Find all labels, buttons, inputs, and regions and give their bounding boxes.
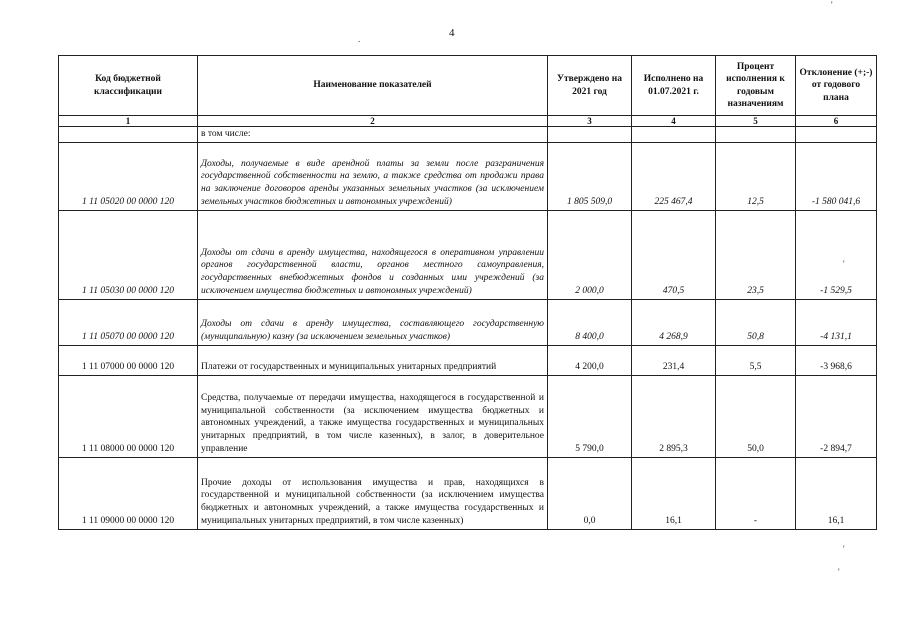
row-name: Платежи от государственных и муниципальных унитарных предприятий bbox=[198, 345, 548, 375]
header-approved: Утверждено на 2021 год bbox=[548, 56, 632, 116]
row-approved: 2 000,0 bbox=[548, 210, 632, 299]
scan-speck: ' bbox=[831, 0, 833, 10]
column-number: 5 bbox=[716, 116, 796, 127]
column-number: 6 bbox=[796, 116, 877, 127]
row-code: 1 11 05020 00 0000 120 bbox=[59, 142, 198, 210]
row-deviation: -2 894,7 bbox=[796, 375, 877, 457]
row-deviation: -1 580 041,6 bbox=[796, 142, 877, 210]
scan-speck: ' bbox=[843, 544, 845, 554]
row-percent: 23,5 bbox=[716, 210, 796, 299]
column-number: 4 bbox=[632, 116, 716, 127]
row-code: 1 11 07000 00 0000 120 bbox=[59, 345, 198, 375]
row-deviation: -4 131,1 bbox=[796, 299, 877, 345]
row-name: Доходы от сдачи в аренду имущества, составляющего государственную (муниципальную) казну (за исключением земельных участков) bbox=[198, 299, 548, 345]
header-deviation: Отклонение (+;-) от годового плана bbox=[796, 56, 877, 116]
row-approved: 4 200,0 bbox=[548, 345, 632, 375]
row-approved: 8 400,0 bbox=[548, 299, 632, 345]
row-code: 1 11 05030 00 0000 120 bbox=[59, 210, 198, 299]
row-executed: 16,1 bbox=[632, 457, 716, 529]
row-percent: 5,5 bbox=[716, 345, 796, 375]
row-name: Прочие доходы от использования имущества и прав, находящихся в государственной и муниципальной собственности (за исключением имущества бюджетных и автономных учреждений, а также имущества государственных и муниципальных унитарных предприятий, в том числе казенных) bbox=[198, 457, 548, 529]
scan-speck: ' bbox=[838, 567, 840, 577]
header-executed: Исполнено на 01.07.2021 г. bbox=[632, 56, 716, 116]
column-number: 2 bbox=[198, 116, 548, 127]
row-name: Доходы, получаемые в виде арендной платы за земли после разграничения государственной собственности на землю, а также средства от продажи права на заключение договоров аренды указанных земельных участков (за исключением земельных участков бюджетных и автономных учреждений) bbox=[198, 142, 548, 210]
row-executed: 470,5 bbox=[632, 210, 716, 299]
table-row bbox=[59, 457, 877, 529]
empty-cell bbox=[59, 127, 198, 143]
row-executed: 2 895,3 bbox=[632, 375, 716, 457]
row-percent: 50,0 bbox=[716, 375, 796, 457]
table-row bbox=[59, 345, 877, 375]
row-name: Средства, получаемые от передачи имущества, находящегося в государственной и муниципальной собственности (за исключением имущества бюджетных и автономных учреждений, а также имущества государственных и муниципальных унитарных предприятий, в том числе казенных), в залог, в доверительное управление bbox=[198, 375, 548, 457]
page-number: 4 bbox=[449, 27, 455, 39]
row-percent: - bbox=[716, 457, 796, 529]
header-code: Код бюджетной классификации bbox=[59, 56, 198, 116]
empty-cell bbox=[796, 127, 877, 143]
header-percent: Процент исполнения к годовым назначениям bbox=[716, 56, 796, 116]
row-deviation: 16,1 bbox=[796, 457, 877, 529]
row-executed: 4 268,9 bbox=[632, 299, 716, 345]
row-executed: 231,4 bbox=[632, 345, 716, 375]
table-row bbox=[59, 299, 877, 345]
row-name: Доходы от сдачи в аренду имущества, находящегося в оперативном управлении органов государственной власти, органов местного самоуправления, государственных внебюджетных фондов и созданных ими учреждений (за исключением имущества бюджетных и автономных учреждений) bbox=[198, 210, 548, 299]
empty-cell bbox=[716, 127, 796, 143]
scan-speck: ' bbox=[843, 259, 845, 269]
row-approved: 5 790,0 bbox=[548, 375, 632, 457]
table-row bbox=[59, 210, 877, 299]
row-executed: 225 467,4 bbox=[632, 142, 716, 210]
row-approved: 1 805 509,0 bbox=[548, 142, 632, 210]
row-percent: 50,8 bbox=[716, 299, 796, 345]
row-code: 1 11 09000 00 0000 120 bbox=[59, 457, 198, 529]
empty-cell bbox=[632, 127, 716, 143]
table-row bbox=[59, 142, 877, 210]
column-number: 1 bbox=[59, 116, 198, 127]
row-code: 1 11 05070 00 0000 120 bbox=[59, 299, 198, 345]
budget-report-table bbox=[58, 55, 877, 530]
row-deviation: -3 968,6 bbox=[796, 345, 877, 375]
column-number: 3 bbox=[548, 116, 632, 127]
column-number-row bbox=[59, 116, 877, 127]
scan-speck: . bbox=[358, 34, 361, 44]
row-deviation: -1 529,5 bbox=[796, 210, 877, 299]
row-code: 1 11 08000 00 0000 120 bbox=[59, 375, 198, 457]
table-header-row bbox=[59, 56, 877, 116]
row-approved: 0,0 bbox=[548, 457, 632, 529]
header-name: Наименование показателей bbox=[198, 56, 548, 116]
subtitle-text: в том числе: bbox=[198, 127, 548, 143]
table-row bbox=[59, 375, 877, 457]
row-percent: 12,5 bbox=[716, 142, 796, 210]
subtitle-row bbox=[59, 127, 877, 143]
empty-cell bbox=[548, 127, 632, 143]
